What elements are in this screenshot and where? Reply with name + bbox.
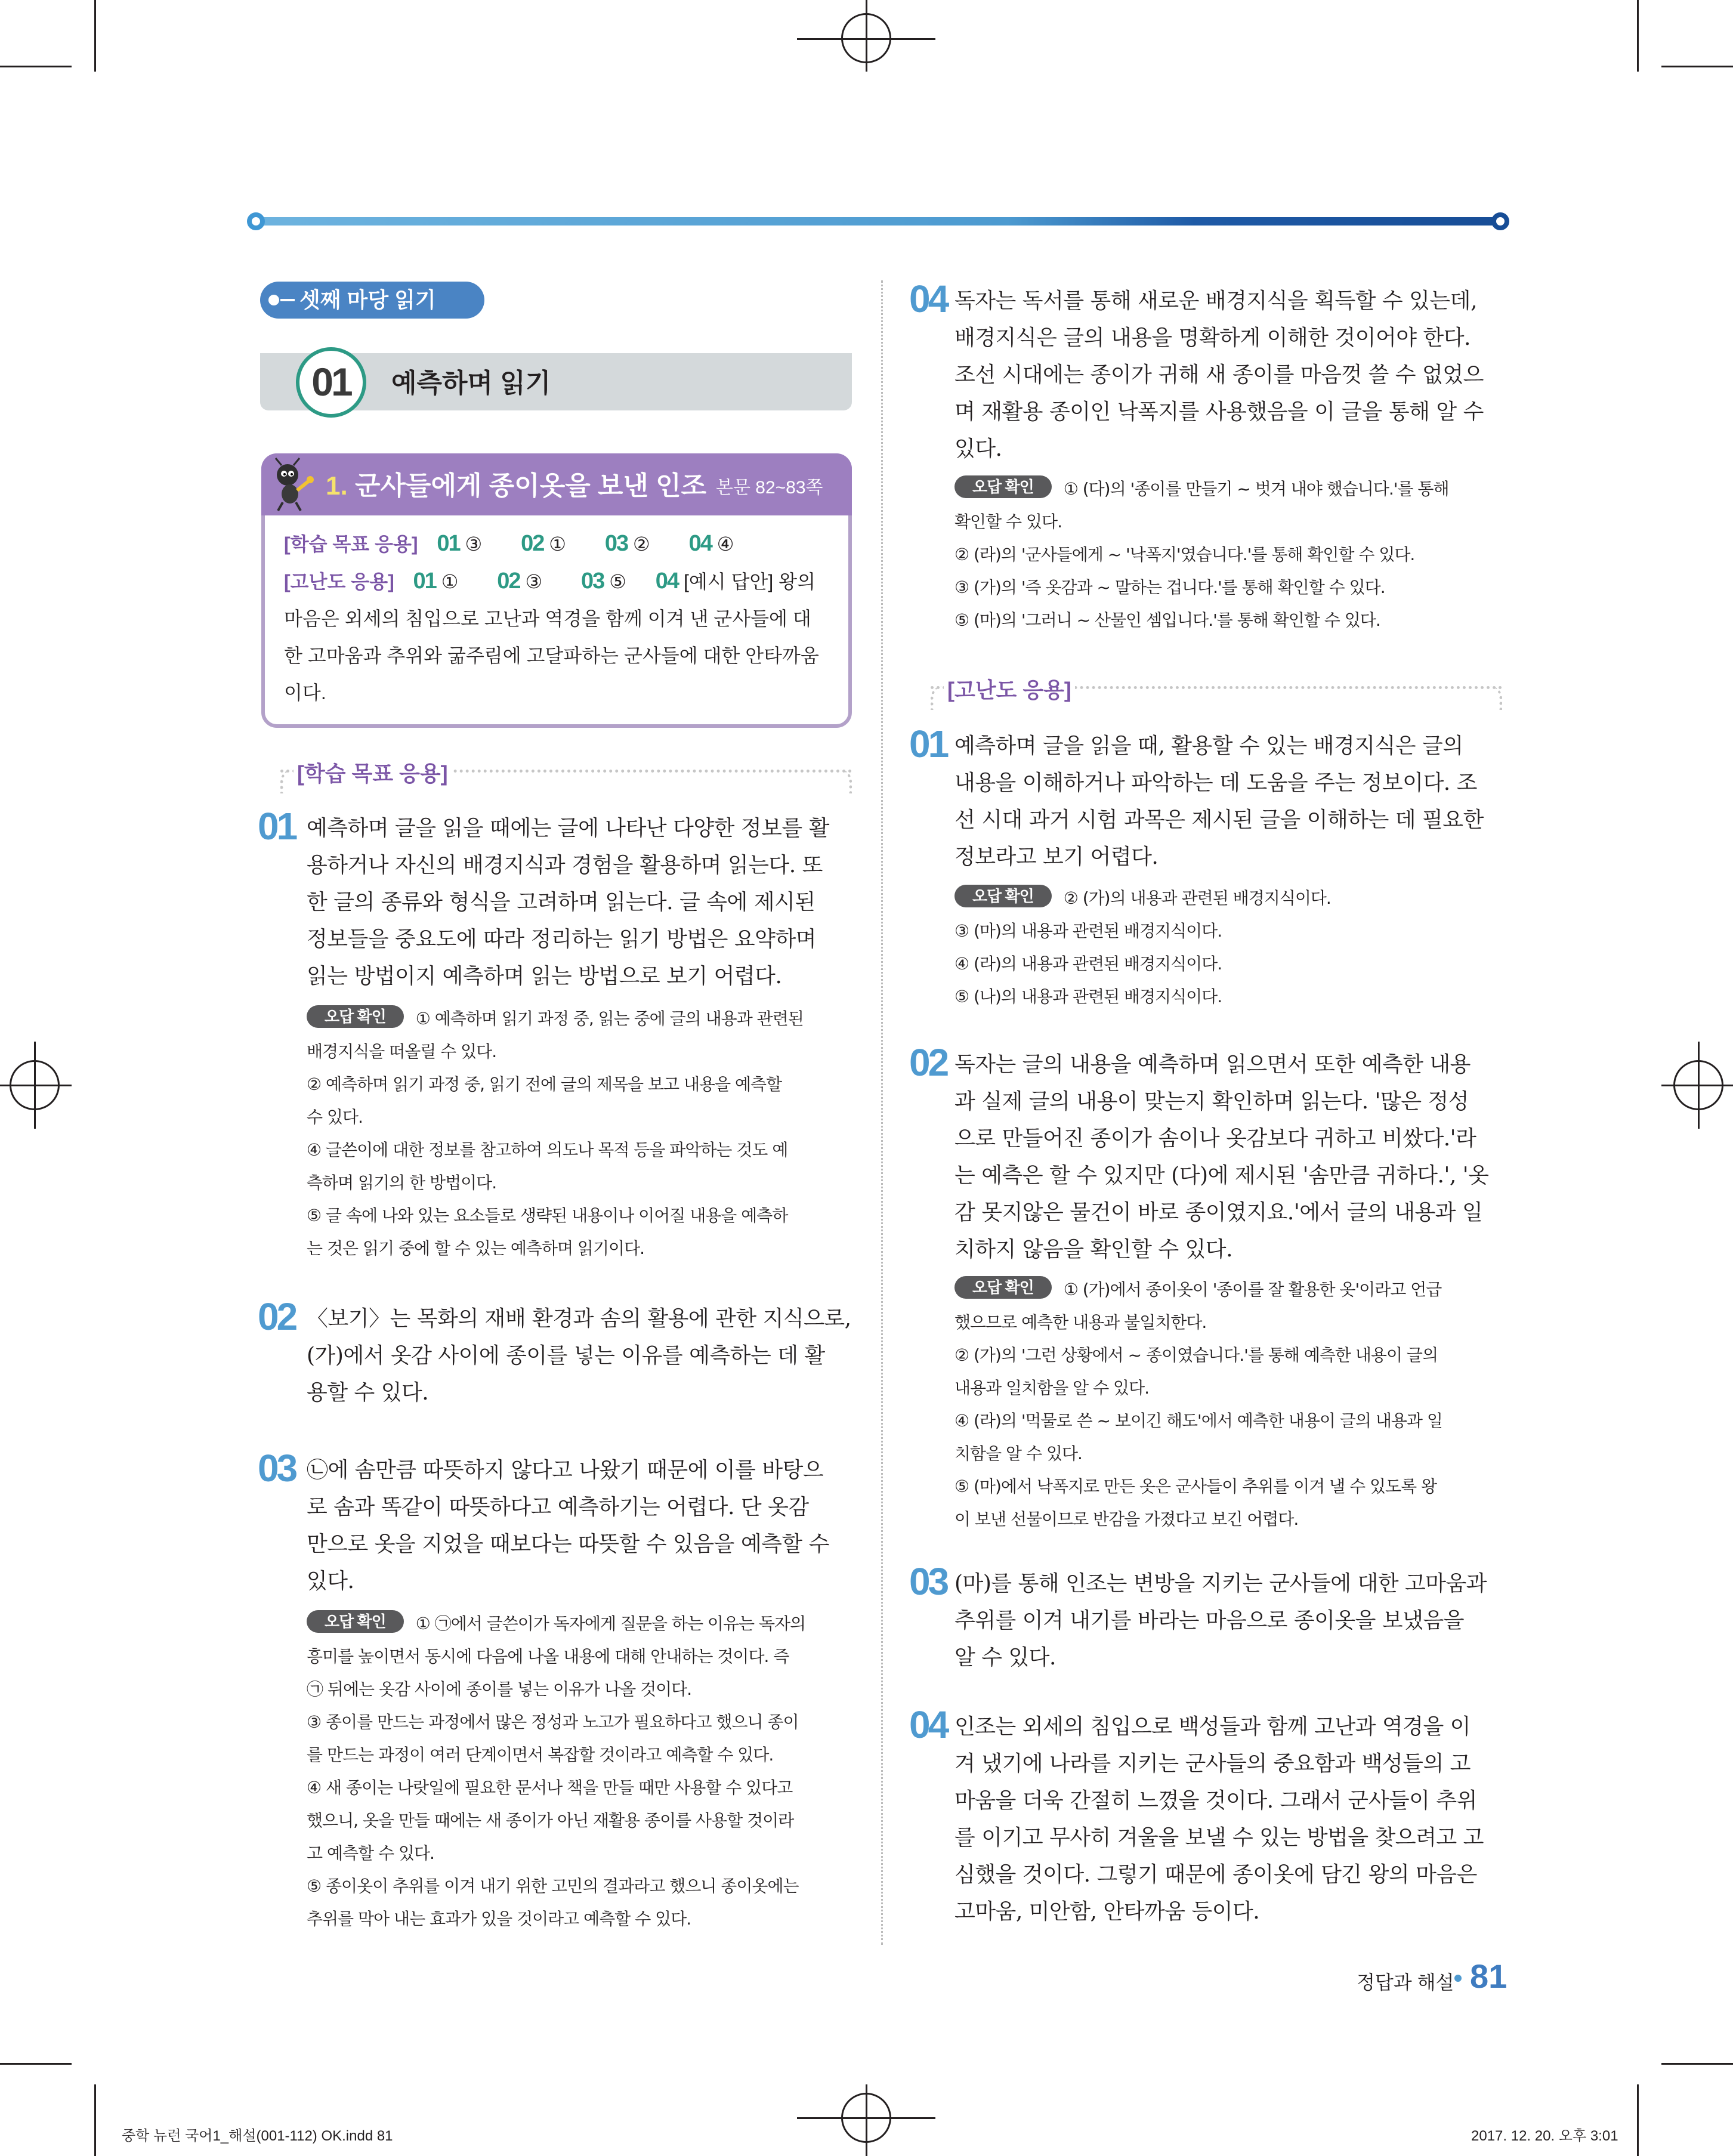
adv-answers-row [284,563,833,600]
note-line: 측하며 읽기의 한 방법이다. [307,1173,497,1193]
crop-mark [1661,2063,1733,2065]
question-explanation [954,1709,1503,1930]
note-line: ① 예측하며 읽기 과정 중, 읽는 중에 글의 내용과 관련된 [415,1009,804,1028]
crop-mark [0,2063,72,2065]
text-line: 정보들을 중요도에 따라 정리하는 읽기 방법은 요약하며 [307,927,817,952]
text-line: 를 이기고 무사히 겨울을 보낼 수 있는 방법을 찾으려고 고 [954,1826,1484,1850]
note-line: 배경지식을 떠올릴 수 있다. [307,1042,497,1061]
note-line: 추위를 막아 내는 효과가 있을 것이라고 예측할 수 있다. [307,1909,691,1929]
text-line: 정보라고 보기 어렵다. [954,845,1159,869]
note-line: ③ (마)의 내용과 관련된 배경지식이다. [954,921,1222,941]
pill-dash-icon [280,299,295,301]
answer-num: 02 [521,531,544,556]
text-line: 읽는 방법이지 예측하며 읽는 방법으로 보기 어렵다. [307,964,782,989]
print-slug-date: 2017. 12. 20. 오후 3:01 [1471,2128,1618,2144]
question-explanation [307,1452,855,1600]
note-line: ⑤ 글 속에 나와 있는 요소들로 생략된 내용이나 이어질 내용을 예측하 [307,1206,788,1225]
text-line: 선 시대 과거 시험 과목은 제시된 글을 이해하는 데 필요한 [954,808,1484,832]
page-number: 81 [1470,1957,1508,1995]
registration-mark [1661,1085,1733,1086]
note-line: 했으므로 예측한 내용과 불일치한다. [954,1312,1207,1332]
print-slug-file: 중학 뉴런 국어1_해설(001-112) OK.indd 81 [122,2128,393,2144]
question-number: 03 [909,1560,947,1603]
footer-label: 정답과 해설 [1357,1972,1454,1993]
top-rule-right-dot [1491,212,1509,230]
question-explanation [954,728,1503,876]
text-line: 는 예측은 할 수 있지만 (다)에 제시된 '솜만큼 귀하다.', '옷 [954,1163,1489,1188]
note-line: 내용과 일치함을 알 수 있다. [954,1378,1150,1398]
note-line: ④ 글쓴이에 대한 정보를 참고하여 의도나 목적 등을 파악하는 것도 예 [307,1140,788,1160]
text-line: 한 글의 종류와 형식을 고려하며 읽는다. 글 속에 제시된 [307,890,815,915]
text-line: 며 재활용 종이인 낙폭지를 사용했음을 이 글을 통해 알 수 [954,400,1484,424]
question-explanation [954,283,1503,468]
answer-value: ③ [525,571,543,592]
text-line: 예측하며 글을 읽을 때, 활용할 수 있는 배경지식은 글의 [954,734,1463,758]
goal-section-label-text: [학습 목표 응용] [294,757,452,787]
answer-num: 01 [437,531,460,556]
registration-mark [34,1042,36,1129]
note-line: 이 보낸 선물이므로 반감을 가졌다고 보긴 어렵다. [954,1509,1299,1529]
note-line: ④ (라)의 내용과 관련된 배경지식이다. [954,954,1222,974]
text-line: 배경지식은 글의 내용을 명확하게 이해한 것이어야 한다. [954,326,1471,350]
text-line: (마)를 통해 인조는 변방을 지키는 군사들에 대한 고마움과 [954,1571,1487,1596]
top-rule-left-dot [247,212,265,230]
wrong-answer-notes [307,1002,855,1265]
question-number: 02 [258,1295,296,1338]
text-line: 심했을 것이다. 그렇기 때문에 종이옷에 담긴 왕의 마음은 [954,1862,1477,1887]
answer-value: ⑤ [609,571,626,592]
text-line: 추위를 이겨 내기를 바라는 마음으로 종이옷을 보냈음을 [954,1608,1465,1633]
answer-value: [예시 답안] 왕의 [683,571,816,592]
crop-mark [94,2084,96,2156]
text-line: 예측하며 글을 읽을 때에는 글에 나타난 다양한 정보를 활 [307,816,829,841]
note-line: 고 예측할 수 있다. [307,1843,434,1863]
text-line: 과 실제 글의 내용이 맞는지 확인하며 읽는다. '많은 정성 [954,1089,1469,1114]
footer-dot [1454,1975,1462,1982]
note-line: ② (라)의 '군사들에게 ~ '낙폭지'였습니다.'를 통해 확인할 수 있다. [954,545,1415,564]
goal-section-label [280,761,852,805]
lesson-title-text: 군사들에게 종이옷을 보낸 인조 [354,471,707,501]
advanced-section-label [931,678,1502,722]
section-pill [260,282,484,319]
note-line: ② 예측하며 읽기 과정 중, 읽기 전에 글의 제목을 보고 내용을 예측할 [307,1074,782,1094]
text-line: (가)에서 옷감 사이에 종이를 넣는 이유를 예측하는 데 활 [307,1343,825,1368]
text-line: 겨 냈기에 나라를 지키는 군사들의 중요함과 백성들의 고 [954,1752,1471,1776]
note-line: ④ 새 종이는 나랏일에 필요한 문서나 책을 만들 때만 사용할 수 있다고 [307,1778,793,1797]
question-explanation [307,810,855,995]
answer-value: ③ [465,533,483,555]
text-line: 용할 수 있다. [307,1380,429,1405]
wrong-answer-badge: 오답 확인 [954,1276,1052,1299]
registration-mark [866,0,867,72]
question-explanation [307,1301,855,1411]
question-number: 03 [258,1447,296,1490]
text-line: 조선 시대에는 종이가 귀해 새 종이를 마음껏 쓸 수 없었으 [954,363,1484,387]
lesson-pages: 본문 82~83쪽 [716,478,823,498]
text-line: 독자는 독서를 통해 새로운 배경지식을 획득할 수 있는데, [954,289,1477,313]
wrong-answer-notes [954,472,1503,637]
note-line: ⑤ (마)의 '그러니 ~ 산물인 셈입니다.'를 통해 확인할 수 있다. [954,610,1380,630]
note-line: ① (가)에서 종이옷이 '종이를 잘 활용한 옷'이라고 언급 [1063,1280,1442,1299]
text-line: ㉡에 솜만큼 따뜻하지 않다고 나왔기 때문에 이를 바탕으 [307,1458,824,1482]
note-line: 수 있다. [307,1107,363,1127]
pill-dot-icon [268,295,279,305]
answer-num: 04 [688,531,712,556]
wrong-answer-notes [307,1607,855,1935]
label-corner [280,770,292,793]
column-separator [881,280,883,1945]
adv-label: [고난도 응용] [284,571,394,592]
crop-mark [0,66,72,67]
text-line: 〈보기〉는 목화의 재배 환경과 솜의 활용에 관한 지식으로, [307,1306,851,1331]
lesson-title [326,464,706,502]
goal-answers-row [284,525,833,563]
text-line: 마움을 더욱 간절히 느꼈을 것이다. 그래서 군사들이 추위 [954,1789,1477,1813]
text-line: 내용을 이해하거나 파악하는 데 도움을 주는 정보이다. 조 [954,771,1477,795]
question-explanation [954,1565,1503,1676]
answer-value: ④ [716,533,734,555]
text-line: 고마움, 미안함, 안타까움 등이다. [954,1899,1260,1924]
note-line: ㉠ 뒤에는 옷감 사이에 종이를 넣는 이유가 나올 것이다. [307,1679,692,1699]
wrong-answer-badge: 오답 확인 [954,885,1052,907]
label-corner [840,770,852,793]
question-number: 04 [909,277,947,320]
note-line: 흥미를 높이면서 동시에 다음에 나올 내용에 대해 안내하는 것이다. 즉 [307,1647,789,1666]
note-line: ① ㉠에서 글쓴이가 독자에게 질문을 하는 이유는 독자의 [415,1614,806,1633]
crop-mark [1637,0,1639,72]
text-line: 알 수 있다. [954,1645,1056,1670]
note-line: ② (가)의 '그런 상황에서 ~ 종이였습니다.'를 통해 예측한 내용이 글의 [954,1345,1438,1365]
note-line: ⑤ 종이옷이 추위를 이겨 내기 위한 고민의 결과라고 했으니 종이옷에는 [307,1876,799,1896]
question-explanation [954,1046,1503,1268]
text-line: 으로 만들어진 종이가 솜이나 옷감보다 귀하고 비쌌다.'라 [954,1126,1476,1151]
text-line: 독자는 글의 내용을 예측하며 읽으면서 또한 예측한 내용 [954,1052,1471,1077]
adv-answer-line: 이다. [284,682,326,703]
answer-num: 01 [413,569,436,594]
text-line: 로 솜과 똑같이 따뜻하다고 예측하기는 어렵다. 단 옷감 [307,1495,809,1519]
adv-answer-line: 마음은 외세의 침입으로 고난과 역경을 함께 이겨 낸 군사들에 대 [284,608,811,629]
note-line: ③ 종이를 만드는 과정에서 많은 정성과 노고가 필요하다고 했으니 종이 [307,1712,799,1732]
note-line: ③ (가)의 '즉 옷감과 ~ 말하는 겁니다.'를 통해 확인할 수 있다. [954,577,1385,597]
note-line: 는 것은 읽기 중에 할 수 있는 예측하며 읽기이다. [307,1238,645,1258]
adv-answer-line: 한 고마움과 추위와 굶주림에 고달파하는 군사들에 대한 안타까움 [284,645,819,666]
ant-mascot-icon [267,457,316,512]
crop-mark [94,0,96,72]
answer-num: 02 [497,569,520,594]
answer-value: ① [549,533,566,555]
registration-mark [866,2084,867,2156]
answer-value: ② [633,533,650,555]
question-number: 04 [909,1703,947,1746]
text-line: 만으로 옷을 지었을 때보다는 따뜻할 수 있음을 예측할 수 [307,1532,829,1556]
label-corner [1490,686,1502,710]
wrong-answer-notes [954,1273,1503,1536]
unit-number: 01 [296,347,366,418]
lesson-number: 1. [326,471,348,501]
wrong-answer-badge: 오답 확인 [954,475,1052,498]
question-number: 01 [258,805,296,848]
crop-mark [1637,2084,1639,2156]
question-number: 01 [909,722,947,765]
question-number: 02 [909,1041,947,1084]
wrong-answer-notes [954,882,1503,1013]
answer-num: 03 [581,569,604,594]
answer-num: 03 [604,531,628,556]
text-line: 용하거나 자신의 배경지식과 경험을 활용하며 읽는다. 또 [307,853,823,878]
top-rule [255,217,1508,226]
goal-label: [학습 목표 응용] [284,533,418,555]
registration-mark [1698,1042,1700,1129]
note-line: ⑤ (마)에서 낙폭지로 만든 옷은 군사들이 추위를 이겨 낼 수 있도록 왕 [954,1477,1437,1496]
note-line: ① (다)의 '종이를 만들기 ~ 벗겨 내야 했습니다.'를 통해 [1063,479,1449,499]
note-line: 를 만드는 과정이 여러 단계이면서 복잡할 것이라고 예측할 수 있다. [307,1745,774,1765]
answer-box-body [284,525,833,711]
text-line: 치하지 않음을 확인할 수 있다. [954,1237,1233,1262]
answer-num: 04 [655,569,679,594]
text-line: 있다. [307,1569,354,1593]
label-corner [931,686,943,710]
crop-mark [1661,66,1733,67]
note-line: 했으니, 옷을 만들 때에는 새 종이가 아닌 재활용 종이를 사용할 것이라 [307,1811,794,1830]
note-line: 확인할 수 있다. [954,512,1062,532]
wrong-answer-badge: 오답 확인 [307,1005,404,1028]
text-line: 감 못지않은 물건이 바로 종이였지요.'에서 글의 내용과 일 [954,1200,1483,1225]
note-line: ④ (라)의 '먹물로 쓴 ~ 보이긴 해도'에서 예측한 내용이 글의 내용과 일 [954,1411,1442,1431]
wrong-answer-badge: 오답 확인 [307,1610,404,1633]
advanced-section-label-text: [고난도 응용] [944,674,1075,704]
section-title: 셋째 마당 읽기 [299,288,436,312]
text-line: 인조는 외세의 침입으로 백성들과 함께 고난과 역경을 이 [954,1715,1471,1739]
note-line: ② (가)의 내용과 관련된 배경지식이다. [1063,888,1331,908]
note-line: ⑤ (나)의 내용과 관련된 배경지식이다. [954,987,1222,1006]
registration-mark [0,1085,72,1086]
unit-title: 예측하며 읽기 [391,369,551,398]
note-line: 치함을 알 수 있다. [954,1444,1082,1463]
answer-value: ① [441,571,459,592]
text-line: 있다. [954,437,1002,461]
